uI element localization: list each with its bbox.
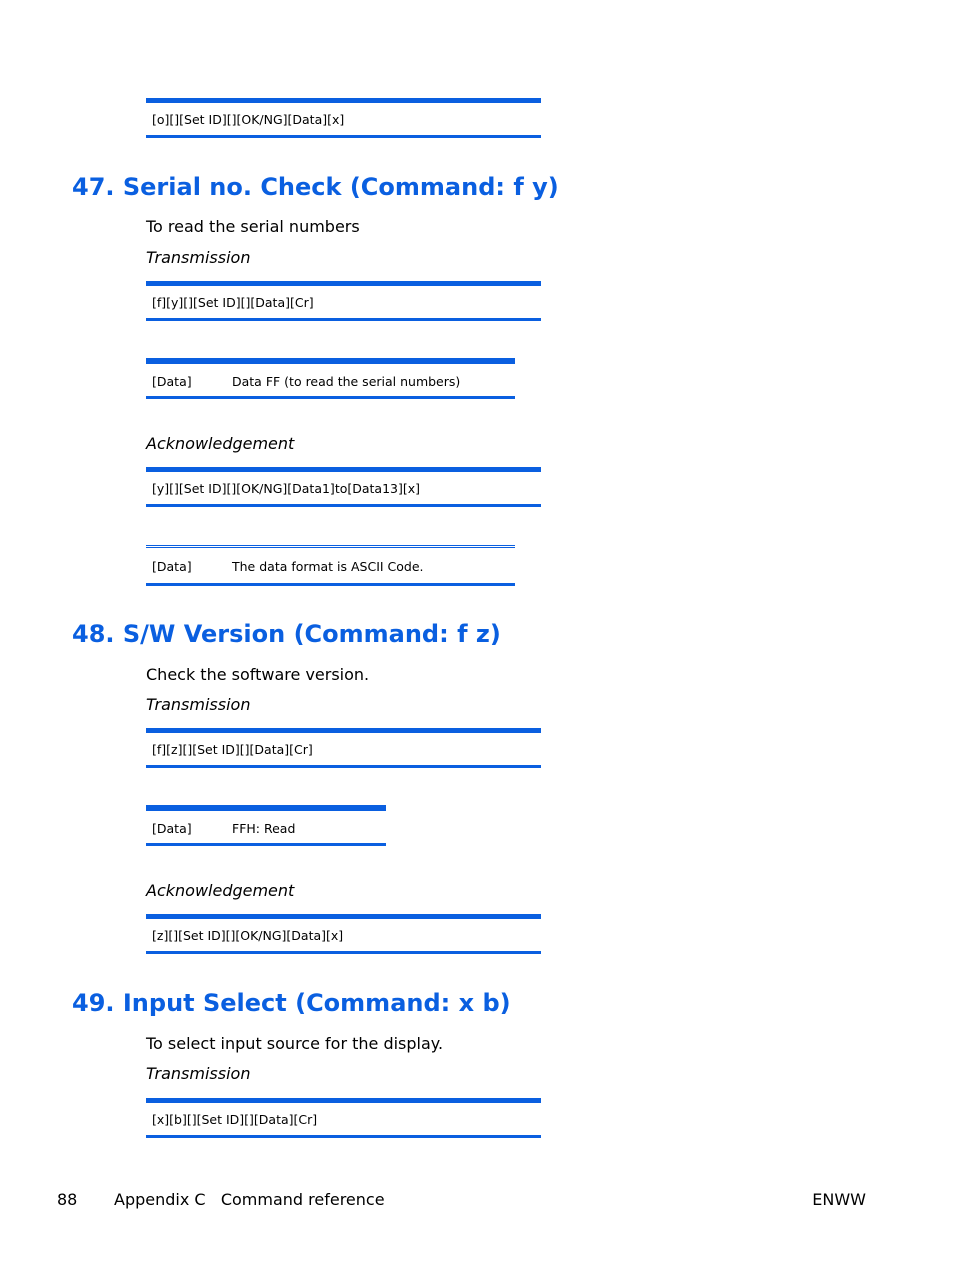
section-47-data-key: [Data] (152, 374, 192, 389)
prev-ack-command: [o][][Set ID][][OK/NG][Data][x] (152, 112, 345, 127)
footer-chapter: Appendix C Command reference (114, 1190, 385, 1209)
section-47-ack-data-key: [Data] (152, 559, 192, 574)
section-48-transmission-box (146, 728, 541, 768)
section-48-heading: 48. S/W Version (Command: f z) (72, 620, 501, 648)
section-47-ack-label: Acknowledgement (146, 434, 295, 453)
section-49-description: To select input source for the display. (146, 1034, 444, 1053)
section-47-ack-data-box (146, 545, 515, 586)
section-49-transmission-command: [x][b][][Set ID][][Data][Cr] (152, 1112, 318, 1127)
section-47-data-value: Data FF (to read the serial numbers) (232, 374, 461, 389)
section-47-transmission-command: [f][y][][Set ID][][Data][Cr] (152, 295, 314, 310)
section-47-ack-command: [y][][Set ID][][OK/NG][Data1]to[Data13][x] (152, 481, 421, 496)
footer-page-number: 88 (57, 1190, 78, 1209)
section-48-description: Check the software version. (146, 665, 370, 684)
section-48-transmission-command: [f][z][][Set ID][][Data][Cr] (152, 742, 313, 757)
section-49-transmission-box (146, 1098, 541, 1138)
section-47-ack-box (146, 467, 541, 507)
section-48-ack-box (146, 914, 541, 954)
section-48-data-key: [Data] (152, 821, 192, 836)
section-47-data-box (146, 358, 515, 399)
footer-right-label: ENWW (812, 1190, 866, 1209)
section-48-data-box (146, 805, 386, 846)
section-48-data-value: FFH: Read (232, 821, 296, 836)
section-48-ack-label: Acknowledgement (146, 881, 295, 900)
section-47-ack-data-value: The data format is ASCII Code. (232, 559, 424, 574)
prev-ack-command-box (146, 98, 541, 138)
section-49-heading: 49. Input Select (Command: x b) (72, 989, 511, 1017)
section-47-heading: 47. Serial no. Check (Command: f y) (72, 173, 559, 201)
section-48-transmission-label: Transmission (146, 695, 251, 714)
section-47-transmission-box (146, 281, 541, 321)
section-48-ack-command: [z][][Set ID][][OK/NG][Data][x] (152, 928, 344, 943)
section-47-description: To read the serial numbers (146, 217, 360, 236)
section-47-transmission-label: Transmission (146, 248, 251, 267)
section-49-transmission-label: Transmission (146, 1064, 251, 1083)
